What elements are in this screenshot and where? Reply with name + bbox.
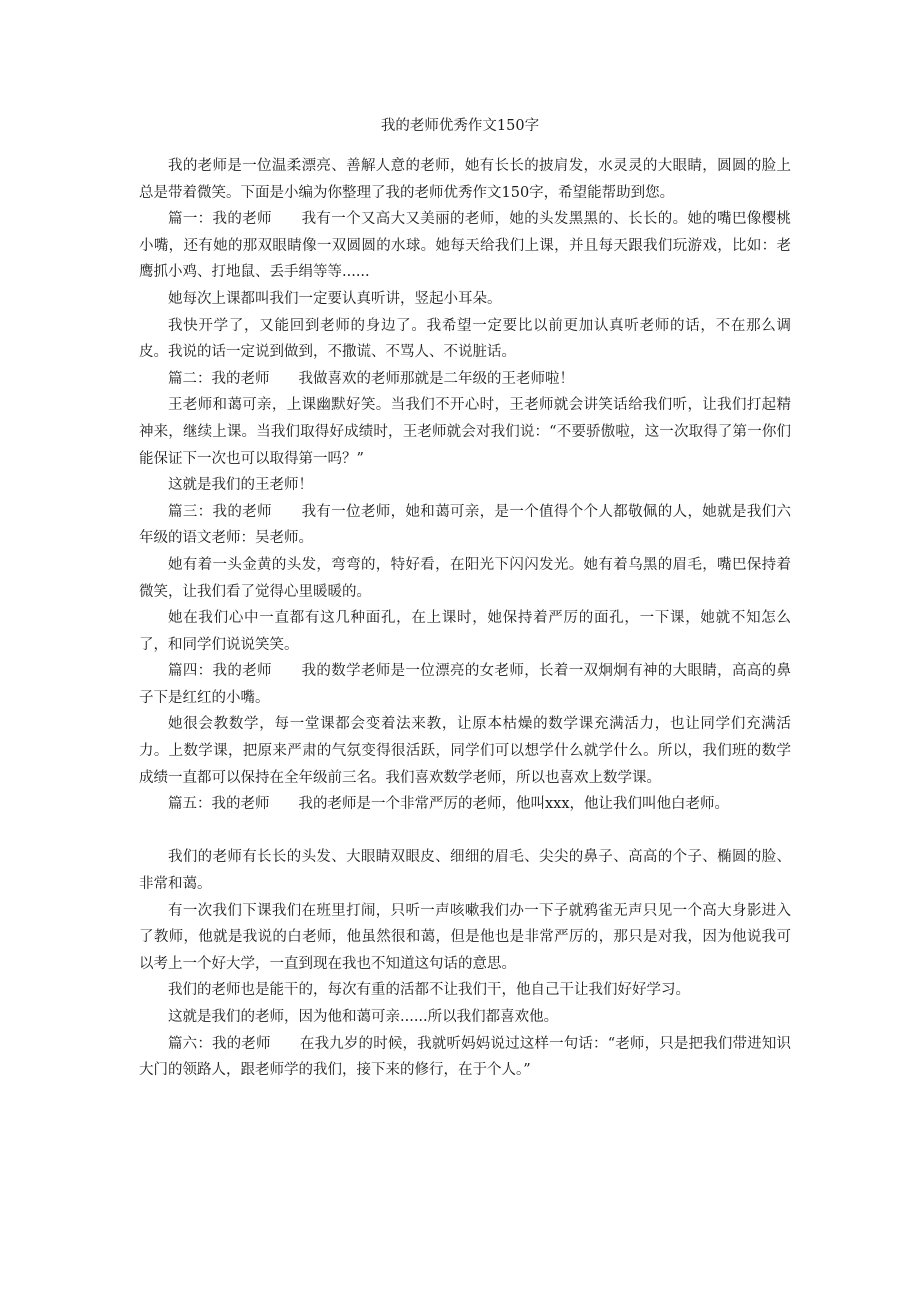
paragraph: 篇六：我的老师 在我九岁的时候，我就听妈妈说过这样一句话：“老师，只是把我们带进知识大门的领路人，跟老师学的我们，接下来的修行，在于个人。” [139,1035,791,1079]
paragraph: 篇四：我的老师 我的数学老师是一位漂亮的女老师，长着一双炯炯有神的大眼睛，高高的鼻子下是红红的小嘴。 [139,663,791,706]
paragraph: 我们的老师也是能干的，每次有重的活都不让我们干，他自己干让我们好好学习。 [168,982,690,999]
paragraph: 王老师和蔼可亲，上课幽默好笑。当我们不开心时，王老师就会讲笑话给我们听，让我们打起精神来，继续上课。当我们取得好成绩时，王老师就会对我们说：“不要骄傲啦，这一次取得了第一你们能保证下一次也可以取得第一吗？” [139,397,791,467]
paragraph: 她很会教数学，每一堂课都会变着法来教，让原本枯燥的数学课充满活力，也让同学们充满活力。上数学课，把原来严肃的气氛变得很活跃，同学们可以想学什么就学什么。所以，我们班的数学成绩一直都可以保持在全年级前三名。我们喜欢数学老师，所以也喜欢上数学课。 [139,716,791,786]
paragraph: 她每次上课都叫我们一定要认真听讲，竖起小耳朵。 [168,290,502,307]
paragraph: 篇五：我的老师 我的老师是一个非常严厉的老师，他叫xxx，他让我们叫他白老师。 [168,796,730,813]
paragraph: 她在我们心中一直都有这几种面孔，在上课时，她保持着严厉的面孔，一下课，她就不知怎么了，和同学们说说笑笑。 [139,610,791,653]
blank-line [139,818,791,845]
paragraph: 篇二：我的老师 我做喜欢的老师那就是二年级的王老师啦！ [168,370,574,387]
paragraph: 我的老师是一位温柔漂亮、善解人意的老师，她有长长的披肩发，水灵灵的大眼睛，圆圆的脸上总是带着微笑。下面是小编为你整理了我的老师优秀作文150字，希望能帮助到您。 [139,158,791,201]
paragraph: 这就是我们的老师，因为他和蔼可亲......所以我们都喜欢他。 [168,1009,559,1025]
paragraph: 我们的老师有长长的头发、大眼睛双眼皮、细细的眉毛、尖尖的鼻子、高高的个子、椭圆的脸、非常和蔼。 [139,849,791,893]
paragraph: 这就是我们的王老师！ [168,477,313,494]
document-title: 我的老师优秀作文150字 [380,118,540,134]
document-body [139,153,791,1084]
paragraph: 她有着一头金黄的头发，弯弯的，特好看，在阳光下闪闪发光。她有着乌黑的眉毛，嘴巴保持着微笑，让我们看了觉得心里暖暖的。 [139,556,791,600]
paragraph: 有一次我们下课我们在班里打闹，只听一声咳嗽我们办一下子就鸦雀无声只见一个高大身影进入了教师，他就是我说的白老师，他虽然很和蔼，但是他也是非常严厉的，那只是对我，因为他说我可以考上一个好大学，一直到现在我也不知道这句话的意思。 [139,902,791,972]
paragraph: 篇一：我的老师 我有一个又高大又美丽的老师，她的头发黑黑的、长长的。她的嘴巴像樱桃小嘴，还有她的那双眼睛像一双圆圆的水球。她每天给我们上课，并且每天跟我们玩游戏，比如：老鹰抓小鸡、打地鼠、丢手绢等等...... [139,211,791,281]
paragraph: 我快开学了，又能回到老师的身边了。我希望一定要比以前更加认真听老师的话，不在那么调皮。我说的话一定说到做到，不撒谎、不骂人、不说脏话。 [139,317,791,361]
paragraph: 篇三：我的老师 我有一位老师，她和蔼可亲，是一个值得个个人都敬佩的人，她就是我们六年级的语文老师：吴老师。 [139,503,791,547]
